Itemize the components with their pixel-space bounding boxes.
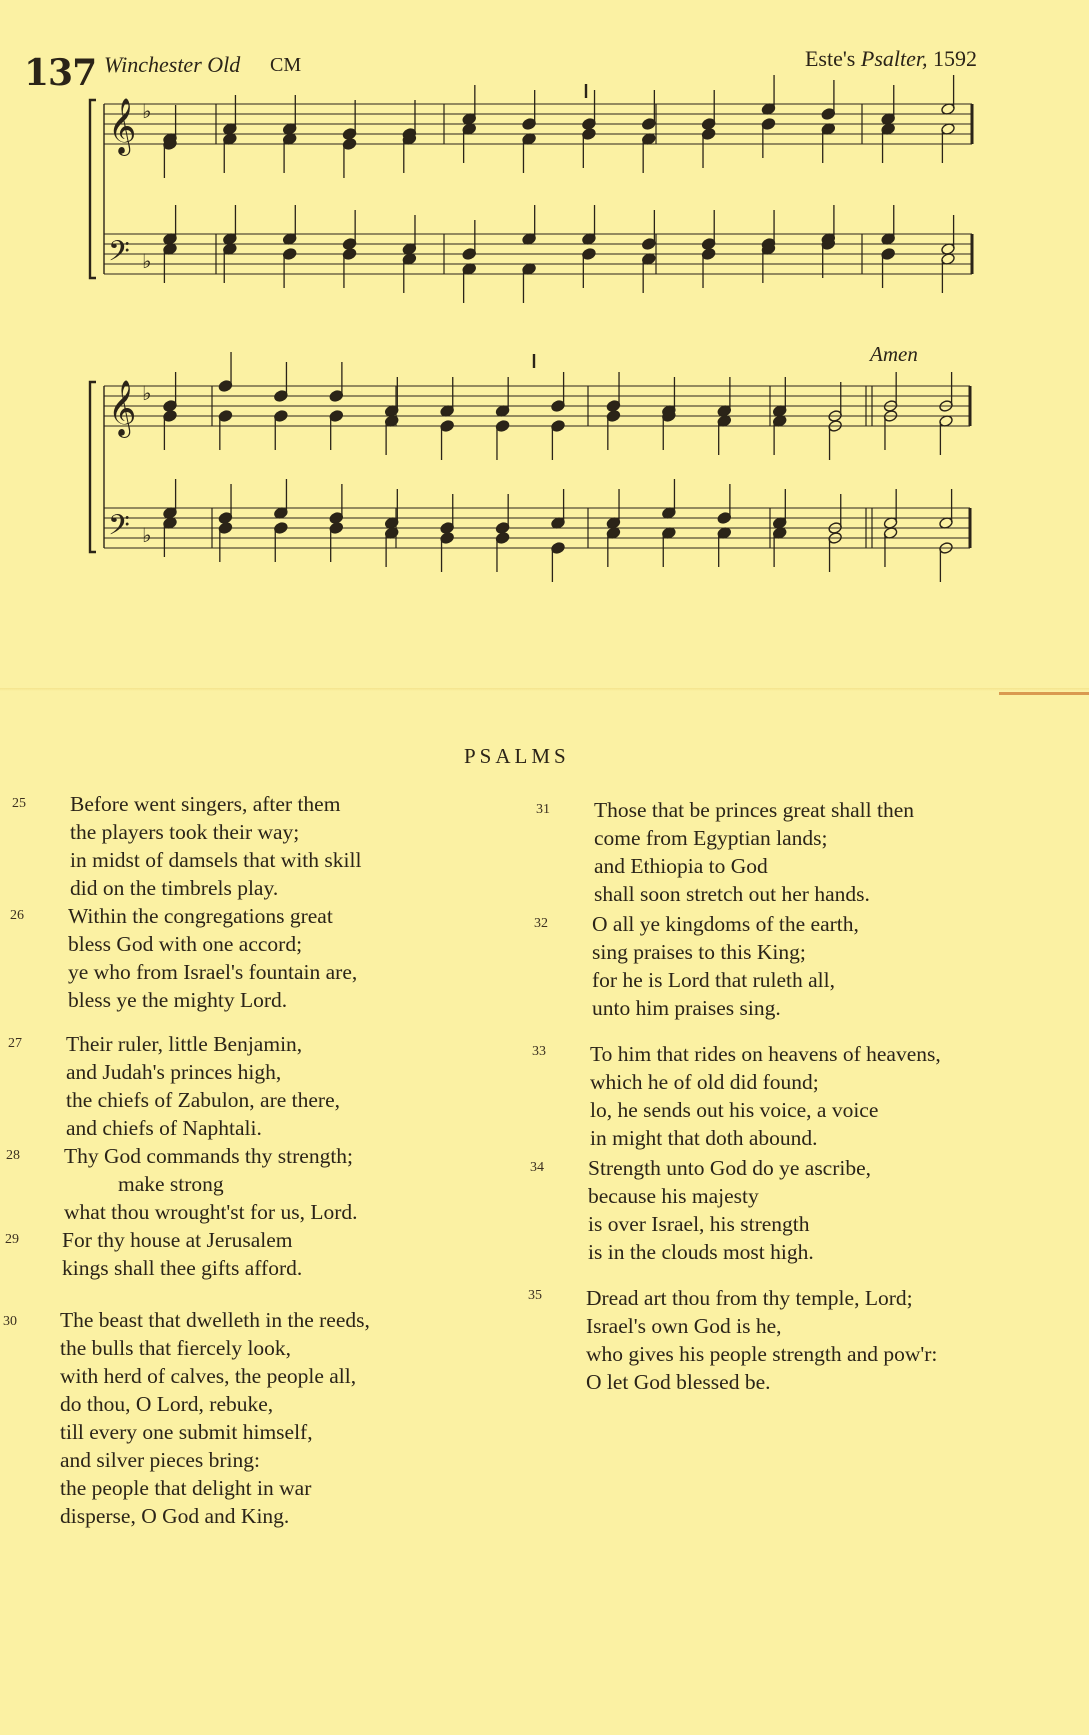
stanza-line: Dread art thou from thy temple, Lord; xyxy=(586,1286,913,1310)
stanza-line: unto him praises sing. xyxy=(592,996,781,1020)
verse-number: 26 xyxy=(10,908,24,923)
stanza-35 xyxy=(586,1284,937,1396)
stanza-line: The beast that dwelleth in the reeds, xyxy=(60,1308,370,1332)
stanza-line: ye who from Israel's fountain are, xyxy=(68,960,358,984)
stanza-line: For thy house at Jerusalem xyxy=(62,1228,293,1252)
stanza-line: the players took their way; xyxy=(70,820,300,844)
stanza-line: Strength unto God do ye ascribe, xyxy=(588,1156,872,1180)
stanza-line: the bulls that fiercely look, xyxy=(60,1336,292,1360)
stanza-line: Thy God commands thy strength; xyxy=(64,1144,354,1168)
stanza-line: come from Egyptian lands; xyxy=(594,826,828,850)
treble-clef-icon: 𝄞 xyxy=(108,98,137,154)
stanza-line: disperse, O God and King. xyxy=(60,1504,290,1528)
page-fold xyxy=(0,688,1089,691)
system-bracket xyxy=(90,100,96,278)
verse-number: 29 xyxy=(5,1232,19,1247)
stanza-line: O all ye kingdoms of the earth, xyxy=(592,912,859,936)
bass-clef-icon: 𝄢 xyxy=(108,235,130,275)
stanza-line: O let God blessed be. xyxy=(586,1370,771,1394)
stanza-line: Those that be princes great shall then xyxy=(594,798,915,822)
bass-clef-icon: 𝄢 xyxy=(108,509,130,549)
stanza-line: in might that doth abound. xyxy=(590,1126,818,1150)
stanza-line: kings shall thee gifts afford. xyxy=(62,1256,303,1280)
stanza-28 xyxy=(64,1142,358,1226)
stanza-line: bless ye the mighty Lord. xyxy=(68,988,288,1012)
verse-number: 30 xyxy=(3,1314,17,1329)
section-title: PSALMS xyxy=(464,744,570,768)
stanza-line: and Judah's princes high, xyxy=(66,1060,282,1084)
stanza-line: till every one submit himself, xyxy=(60,1420,313,1444)
verse-number: 34 xyxy=(530,1160,544,1175)
stanza-line: the chiefs of Zabulon, are there, xyxy=(66,1088,340,1112)
stanza-line: because his majesty xyxy=(588,1184,759,1208)
stanza-30 xyxy=(60,1306,370,1530)
music-score xyxy=(0,0,1089,600)
stanza-line: lo, he sends out his voice, a voice xyxy=(590,1098,879,1122)
verse-number: 31 xyxy=(536,802,550,817)
verse-number: 35 xyxy=(528,1288,542,1303)
flat-icon: ♭ xyxy=(142,249,152,273)
source-work: Psalter, xyxy=(860,46,928,71)
stanza-line: the people that delight in war xyxy=(60,1476,312,1500)
stanza-33 xyxy=(590,1040,941,1152)
stanza-31 xyxy=(594,796,914,908)
hymn-number: 137 xyxy=(24,52,97,94)
stanza-line: did on the timbrels play. xyxy=(70,876,279,900)
flat-icon: ♭ xyxy=(142,523,152,547)
music-system-2 xyxy=(90,352,970,582)
fold-mark xyxy=(999,692,1089,695)
system-bracket xyxy=(90,382,96,552)
stanza-line: for he is Lord that ruleth all, xyxy=(592,968,835,992)
stanza-line: with herd of calves, the people all, xyxy=(60,1364,357,1388)
stanza-line: Israel's own God is he, xyxy=(586,1314,782,1338)
stanza-27 xyxy=(66,1030,340,1142)
stanza-line: and silver pieces bring: xyxy=(60,1448,261,1472)
stanza-26 xyxy=(68,902,357,1014)
amen-label: Amen xyxy=(870,342,918,366)
stanza-line: in midst of damsels that with skill xyxy=(70,848,362,872)
verse-number: 28 xyxy=(6,1148,20,1163)
stanza-line: Before went singers, after them xyxy=(70,792,341,816)
music-system-1 xyxy=(90,75,972,303)
stanza-line: shall soon stretch out her hands. xyxy=(594,882,870,906)
flat-icon: ♭ xyxy=(142,99,152,123)
stanza-line: make strong xyxy=(118,1172,224,1196)
source-year: 1592 xyxy=(933,46,977,71)
stanza-line: what thou wrought'st for us, Lord. xyxy=(64,1200,358,1224)
stanza-line: To him that rides on heavens of heavens, xyxy=(590,1042,941,1066)
stanza-line: is in the clouds most high. xyxy=(588,1240,814,1264)
stanza-line: do thou, O Lord, rebuke, xyxy=(60,1392,274,1416)
stanza-line: Their ruler, little Benjamin, xyxy=(66,1032,303,1056)
stanza-29 xyxy=(62,1226,302,1282)
stanza-line: and chiefs of Naphtali. xyxy=(66,1116,262,1140)
stanza-32 xyxy=(592,910,859,1022)
stanza-line: Within the congregations great xyxy=(68,904,333,928)
flat-icon: ♭ xyxy=(142,381,152,405)
verse-number: 32 xyxy=(534,916,548,931)
stanza-25 xyxy=(70,790,361,902)
tune-name-text: Winchester Old xyxy=(104,52,241,77)
stanza-line: sing praises to this King; xyxy=(592,940,806,964)
stanza-line: is over Israel, his strength xyxy=(588,1212,810,1236)
stanza-line: and Ethiopia to God xyxy=(594,854,768,878)
verse-number: 33 xyxy=(532,1044,546,1059)
source-name: Este's xyxy=(804,46,856,71)
tune-meter: CM xyxy=(270,54,302,76)
stanza-line: who gives his people strength and pow'r: xyxy=(586,1342,938,1366)
verse-number: 27 xyxy=(8,1036,22,1051)
treble-clef-icon: 𝄞 xyxy=(108,380,137,436)
stanza-line: which he of old did found; xyxy=(590,1070,819,1094)
stanza-34 xyxy=(588,1154,871,1266)
verse-number: 25 xyxy=(12,796,26,811)
stanza-line: bless God with one accord; xyxy=(68,932,303,956)
